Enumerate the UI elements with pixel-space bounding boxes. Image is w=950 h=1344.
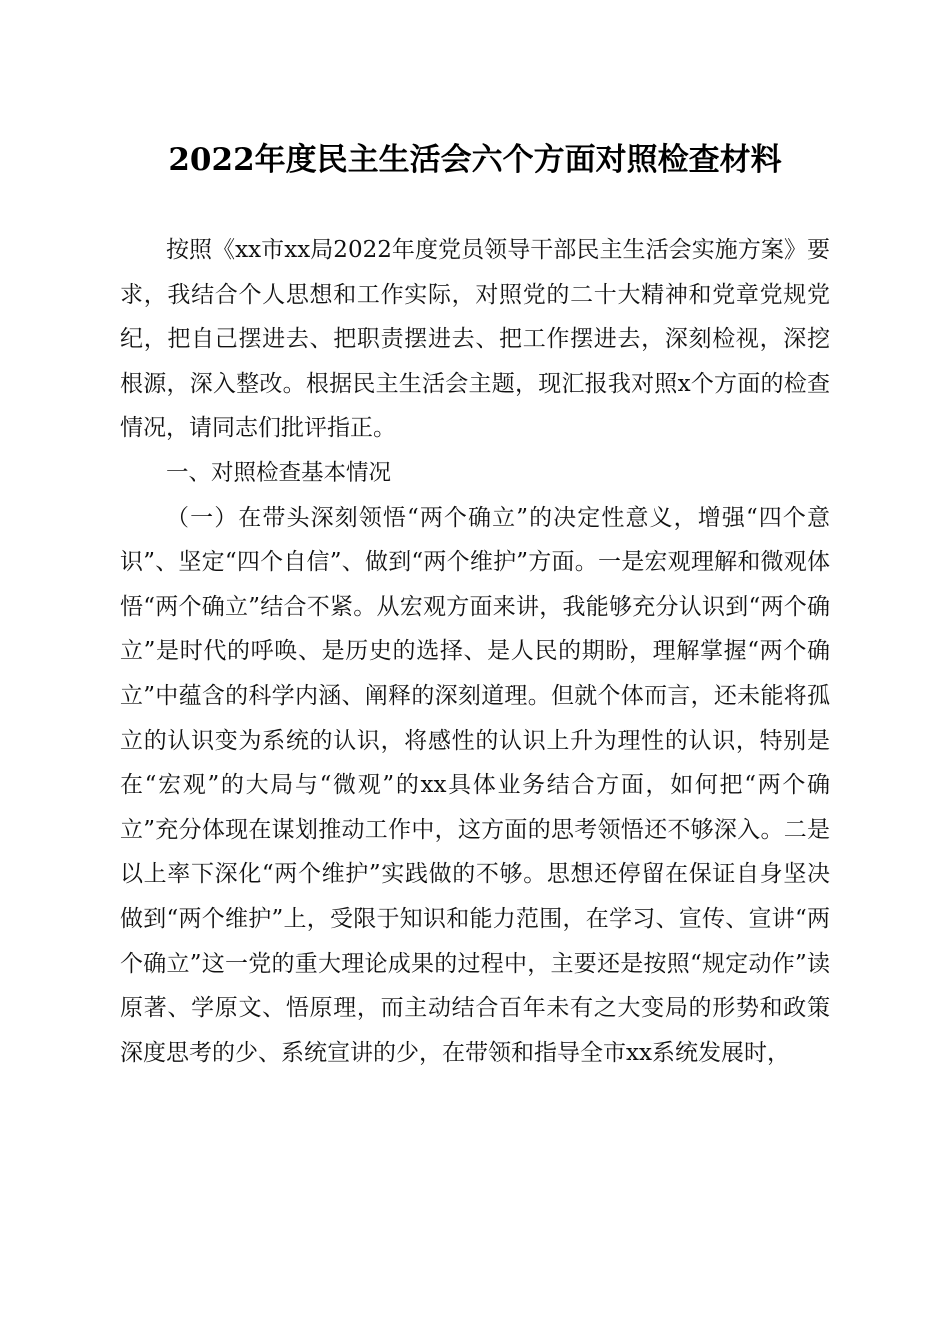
subsection-paragraph xyxy=(120,496,830,1076)
document-title: 2022年度民主生活会六个方面对照检查材料 xyxy=(168,142,782,178)
subsection-title: （一）在带头深刻领悟“两个确立”的决定性意义，增强“四个意识”、坚定“四个自信”、做到“两个维护”方面。 xyxy=(120,504,830,576)
document-body xyxy=(120,228,830,1075)
intro-paragraph: 按照《xx市xx局2022年度党员领导干部民主生活会实施方案》要求，我结合个人思想和工作实际，对照党的二十大精神和党章党规党纪，把自己摆进去、把职责摆进去、把工作摆进去，深刻检视，深挖根源，深入整改。根据民主生活会主题，现汇报我对照x个方面的检查情况，请同志们批评指正。 xyxy=(120,237,830,442)
subsection-body: 一是宏观理解和微观体悟“两个确立”结合不紧。从宏观方面来讲，我能够充分认识到“两个确立”是时代的呼唤、是历史的选择、是人民的期盼，理解掌握“两个确立”中蕴含的科学内涵、阐释的深刻道理。但就个体而言，还未能将孤立的认识变为系统的认识，将感性的认识上升为理性的认识，特别是在“宏观”的大局与“微观”的xx具体业务结合方面，如何把“两个确立”充分体现在谋划推动工作中，这方面的思考领悟还不够深入。二是以上率下深化“两个维护”实践做的不够。思想还停留在保证自身坚决做到“两个维护”上，受限于知识和能力范围，在学习、宣传、宣讲“两个确立”这一党的重大理论成果的过程中，主要还是按照“规定动作”读原著、学原文、悟原理，而主动结合百年未有之大变局的形势和政策深度思考的少、系统宣讲的少，在带领和指导全市xx系统发展时， xyxy=(120,549,830,1066)
section-heading: 一、对照检查基本情况 xyxy=(166,459,392,486)
